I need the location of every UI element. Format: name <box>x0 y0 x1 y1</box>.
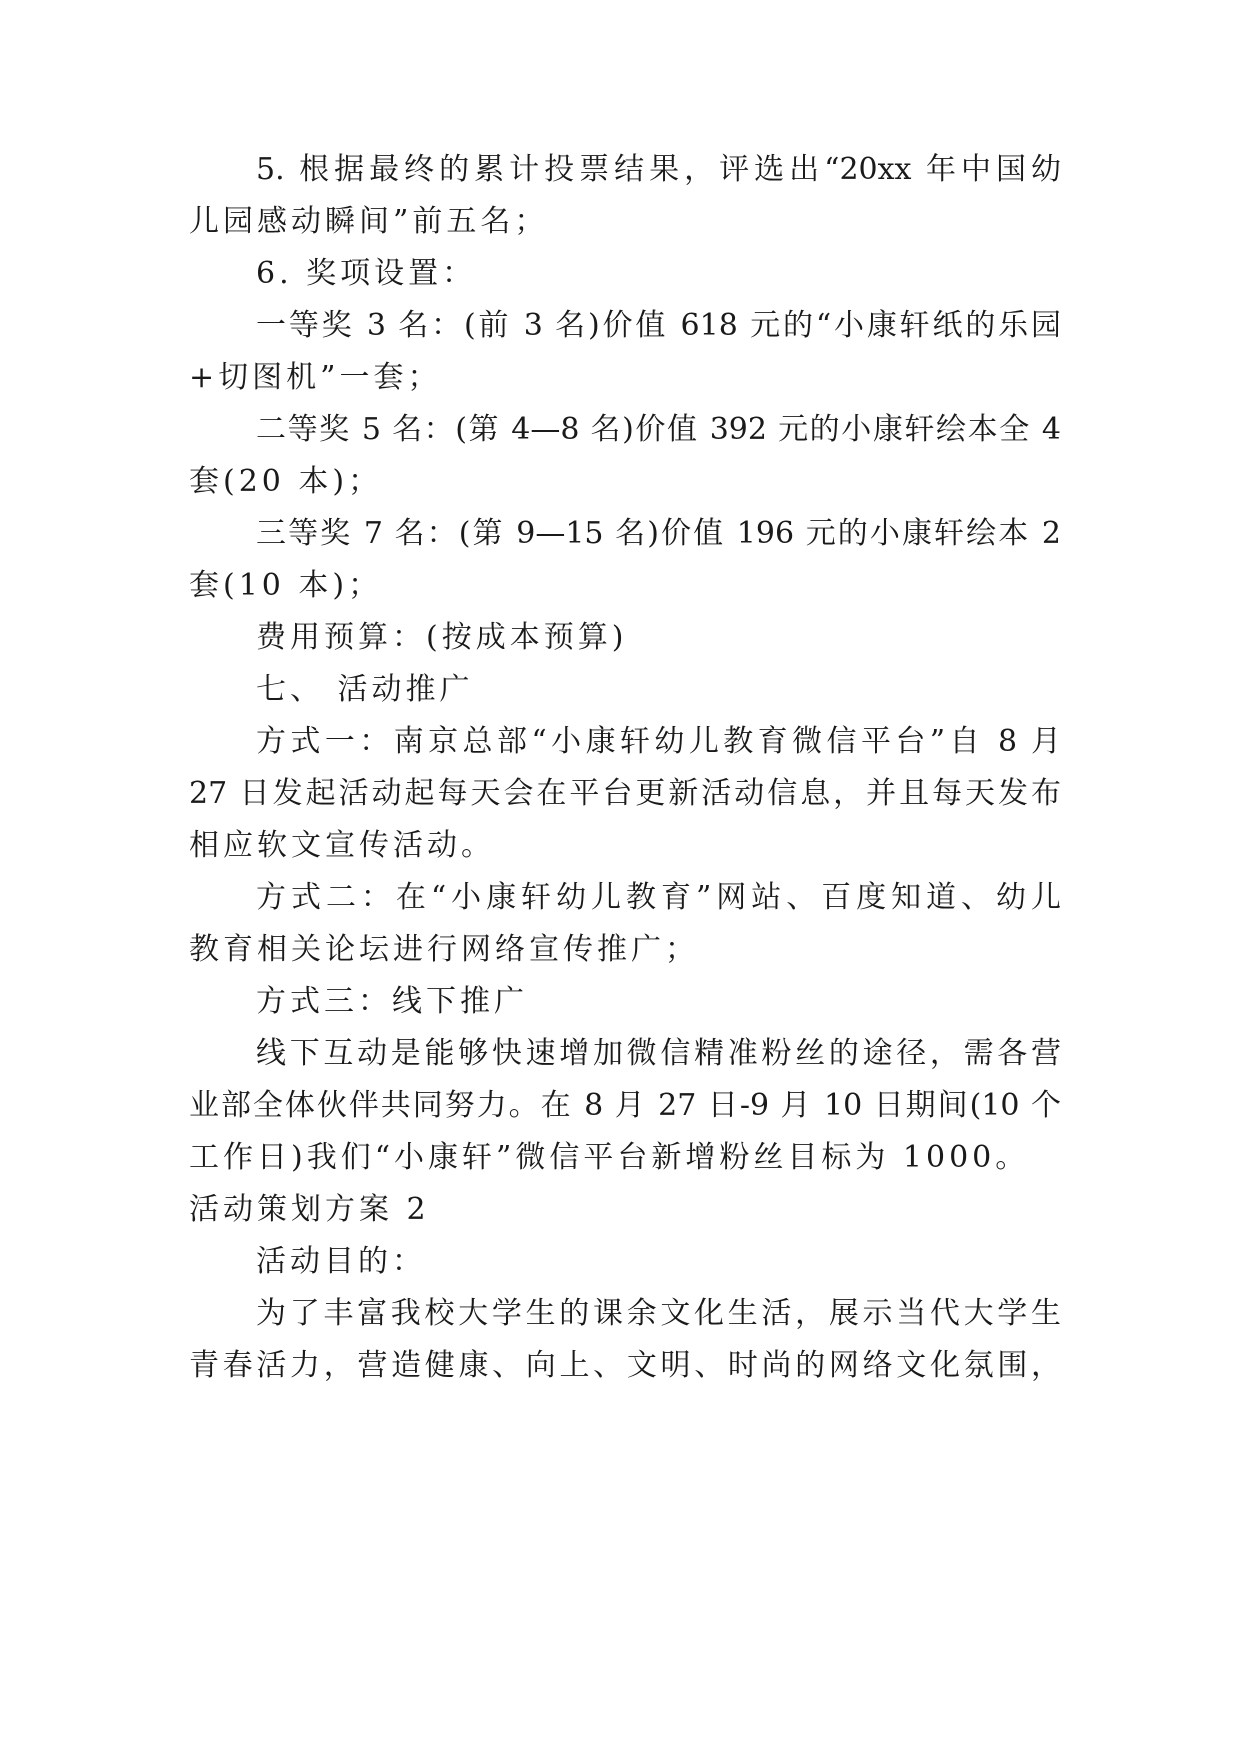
text-line: 三等奖 7 名：(第 9—15 名)价值 196 元的小康轩绘本 2 <box>256 516 1061 551</box>
text-line: 相应软文宣传活动。 <box>189 828 495 863</box>
text-line: 5. 根据最终的累计投票结果，评选出“20xx 年中国幼 <box>256 152 1061 187</box>
text-line: 儿园感动瞬间”前五名； <box>189 204 549 239</box>
text-line: 方式二：在“小康轩幼儿教育”网站、百度知道、幼儿 <box>256 880 1061 915</box>
text-line: 工作日)我们“小康轩”微信平台新增粉丝目标为 1000。 <box>189 1140 1030 1175</box>
text-line: 青春活力，营造健康、向上、文明、时尚的网络文化氛围， <box>189 1348 1061 1383</box>
text-line: 6. 奖项设置： <box>256 256 477 291</box>
text-line: 一等奖 3 名：(前 3 名)价值 618 元的“小康轩纸的乐园 <box>256 308 1061 343</box>
text-line: 方式一：南京总部“小康轩幼儿教育微信平台”自 8 月 <box>256 724 1061 759</box>
text-line: 27 日发起活动起每天会在平台更新活动信息，并且每天发布 <box>189 776 1061 811</box>
text-line: 方式三：线下推广 <box>256 984 528 1019</box>
text-line: 为了丰富我校大学生的课余文化生活，展示当代大学生 <box>256 1296 1061 1331</box>
document-title: 活动策划方案 2 <box>189 1192 430 1227</box>
section-heading: 七、 活动推广 <box>256 672 474 707</box>
text-line: 二等奖 5 名：(第 4—8 名)价值 392 元的小康轩绘本全 4 <box>256 412 1061 447</box>
text-line: 活动目的： <box>256 1244 426 1279</box>
text-line: 业部全体伙伴共同努力。在 8 月 27 日-9 月 10 日期间(10 个 <box>189 1088 1061 1123</box>
text-line: 套(10 本)； <box>189 568 383 603</box>
text-line: 线下互动是能够快速增加微信精准粉丝的途径，需各营 <box>256 1036 1061 1071</box>
text-line: 套(20 本)； <box>189 464 383 499</box>
text-line: 教育相关论坛进行网络宣传推广； <box>189 932 699 967</box>
text-line: +切图机”一套； <box>189 360 442 395</box>
text-line: 费用预算：(按成本预算) <box>256 620 628 655</box>
